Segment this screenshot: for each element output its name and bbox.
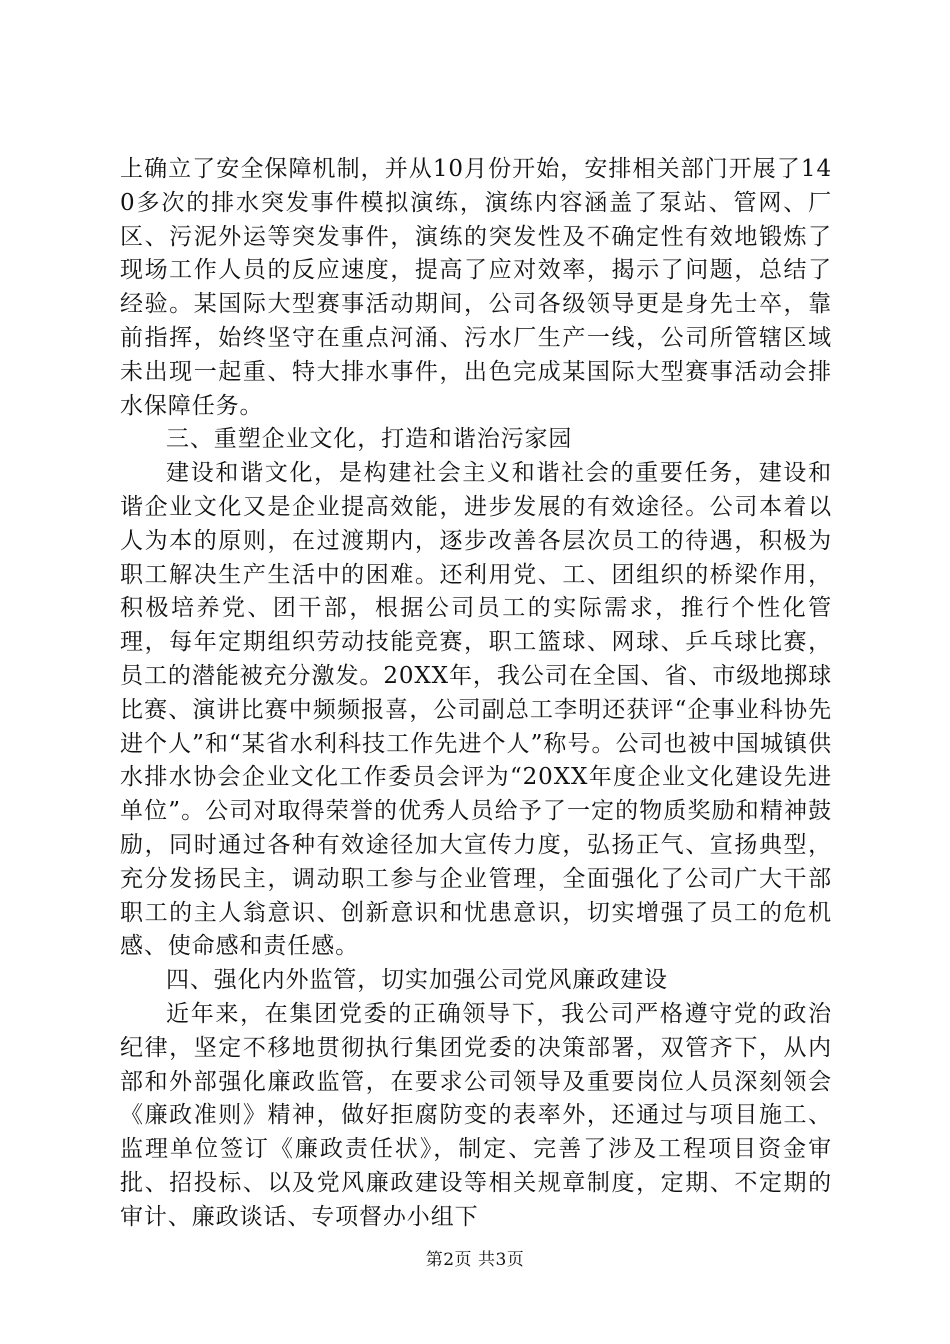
page-number-footer: 第2页 共3页 — [425, 1250, 525, 1270]
paragraph-supervision: 近年来，在集团党委的正确领导下，我公司严格遵守党的政治纪律，坚定不移地贯彻执行集团党委的决策部署，双管齐下，从内部和外部强化廉政监管，在要求公司领导及重要岗位人员深刻领会《廉政准则》精神，做好拒腐防变的表率外，还通过与项目施工、监理单位签订《廉政责任状》，制定、完善了涉及工程项目资金审批、招投标、以及党风廉政建设等相关规章制度，定期、不定期的审计、廉政谈话、专项督办小组下 — [120, 1000, 832, 1230]
section-heading-3: 三、重塑企业文化，打造和谐治污家园 — [166, 426, 573, 453]
document-body — [120, 153, 832, 1235]
paragraph-culture: 建设和谐文化，是构建社会主义和谐社会的重要任务，建设和谐企业文化又是企业提高效能，进步发展的有效途径。公司本着以人为本的原则，在过渡期内，逐步改善各层次员工的待遇，积极为职工解决生产生活中的困难。还利用党、工、团组织的桥梁作用，积极培养党、团干部，根据公司员工的实际需求，推行个性化管理，每年定期组织劳动技能竞赛，职工篮球、网球、乒乓球比赛，员工的潜能被充分激发。20XX年，我公司在全国、省、市级地掷球比赛、演讲比赛中频频报喜，公司副总工李明还获评“企事业科协先进个人”和“某省水利科技工作先进个人”称号。公司也被中国城镇供水排水协会企业文化工作委员会评为“20XX年度企业文化建设先进单位”。公司对取得荣誉的优秀人员给予了一定的物质奖励和精神鼓励，同时通过各种有效途径加大宣传力度，弘扬正气、宣扬典型，充分发扬民主，调动职工参与企业管理，全面强化了公司广大干部职工的主人翁意识、创新意识和忧患意识，切实增强了员工的危机感、使命感和责任感。 — [120, 460, 832, 960]
section-heading-4: 四、强化内外监管，切实加强公司党风廉政建设 — [166, 967, 668, 994]
paragraph-continuation: 上确立了安全保障机制，并从10月份开始，安排相关部门开展了140多次的排水突发事件模拟演练，演练内容涵盖了泵站、管网、厂区、污泥外运等突发事件，演练的突发性及不确定性有效地锻炼了现场工作人员的反应速度，提高了应对效率，揭示了问题，总结了经验。某国际大型赛事活动期间，公司各级领导更是身先士卒，靠前指挥，始终坚守在重点河涌、污水厂生产一线，公司所管辖区域未出现一起重、特大排水事件，出色完成某国际大型赛事活动会排水保障任务。 — [120, 156, 832, 419]
